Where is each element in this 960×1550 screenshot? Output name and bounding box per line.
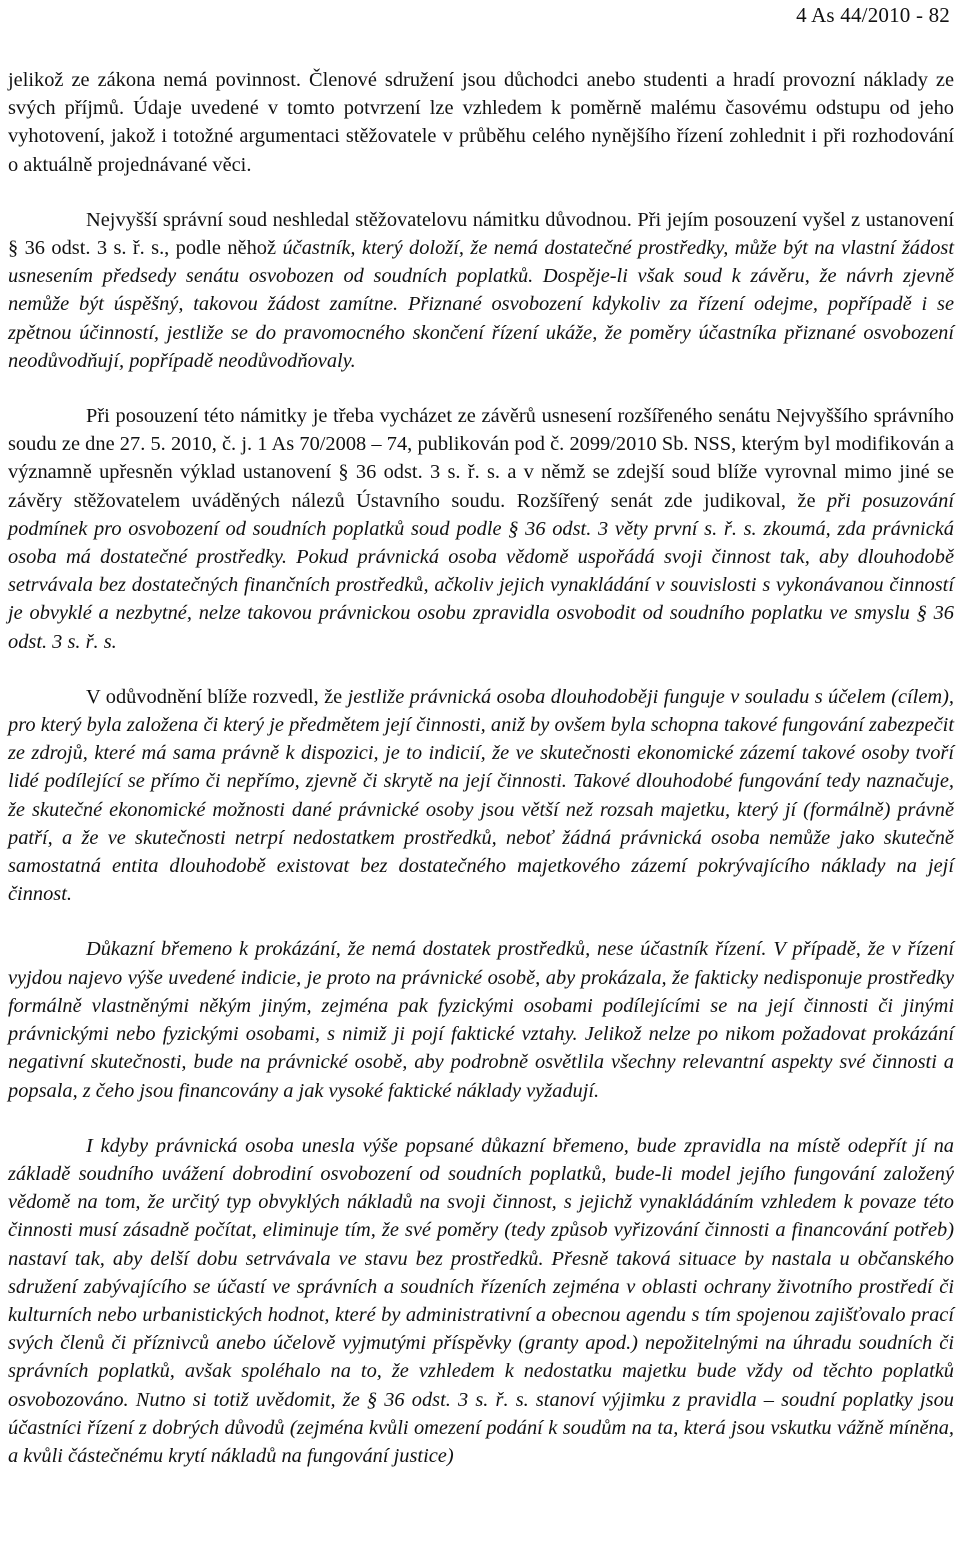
paragraph bbox=[8, 1132, 954, 1470]
paragraph bbox=[8, 66, 954, 179]
judgment-quote: při posuzování podmínek pro osvobození od soudních poplatků soud podle § 36 odst. 3 věty první s. ř. s. zkoumá, zda právnická osoba má dostatečné prostředky. Pokud právnická osoba vědomě uspořádá svoji činnost tak, aby dlouhodobě setrvávala bez dostatečných finančních prostředků, ačkoliv jejich vynakládání v souvislosti s vykonávanou činností je obvyklé a nezbytné, nelze takovou právnickou osobu zpravidla osvobodit od soudního poplatku ve smyslu § 36 odst. 3 s. ř. s. bbox=[8, 489, 954, 653]
paragraph bbox=[8, 206, 954, 375]
judgment-quote: I kdyby právnická osoba unesla výše popsané důkazní břemeno, bude zpravidla na místě odepřít jí na základě soudního uvážení dobrodiní osvobození od soudních poplatků, bude-li model jejího fungování založený vědomě na tom, že určitý typ obvyklých nákladů na svoji činnost, s jejichž vynakládáním vzhledem k povaze této činnosti musí zásadně počítat, eliminuje tím, že své poměry (tedy způsob vyřizování činnosti a financování potřeb) nastaví tak, aby delší dobu setrvávala ve stavu bez prostředků. Přesně taková situace by nastala u občanského sdružení zabývajícího se účastí ve správních a soudních řízeních zejména v oblasti ochrany životního prostředí či kulturních nebo urbanistických hodnot, které by administrativní a obecnou agendu s tím spojenou zajišťovalo prací svých členů či příznivců anebo účelově vyjmutými příspěvky (granty apod.) nepožitelnými na úhradu soudních či správních poplatků, avšak spoléhalo na to, že vzhledem k nedostatku majetku bude vždy od těchto poplatků osvobozováno. Nutno si totiž uvědomit, že § 36 odst. 3 s. ř. s. stanoví výjimku z pravidla – soudní poplatky jsou účastníci řízení z dobrých důvodů (zejména kvůli omezení podání k soudům na ta, která jsou vskutku vážně míněna, a kvůli částečnému krytí nákladů na fungování justice) bbox=[8, 1134, 954, 1467]
paragraph bbox=[8, 402, 954, 656]
paragraph-text: Při posouzení této námitky je třeba vycházet ze závěrů usnesení rozšířeného senátu Nejvyššího správního soudu ze dne 27. 5. 2010, č. j. 1 As 70/2008 – 74, publikován pod č. 2099/2010 Sb. NSS, kterým byl modifikován a významně upřesněn výklad ustanovení § 36 odst. 3 s. ř. s. a v němž se zdejší soud blíže vyrovnal mimo jiné se závěry stěžovatelem uváděných nálezů Ústavního soudu. Rozšířený senát zde judikoval, že bbox=[8, 405, 954, 512]
statute-quote: účastník, který doloží, že nemá dostatečné prostředky, může být na vlastní žádost usnesením předsedy senátu osvobozen od soudních poplatků. Dospěje-li však soud k závěru, že návrh zjevně nemůže být úspěšný, takovou žádost zamítne. Přiznané osvobození kdykoliv za řízení odejme, popřípadě i se zpětnou účinností, jestliže se do pravomocného skončení řízení ukáže, že poměry účastníka přiznané osvobození neodůvodňují, popřípadě neodůvodňovaly. bbox=[8, 237, 954, 372]
document-reference: 4 As 44/2010 - 82 bbox=[796, 3, 950, 27]
paragraph bbox=[8, 683, 954, 909]
paragraph bbox=[8, 935, 954, 1104]
document-body bbox=[8, 66, 954, 1497]
paragraph-text: jelikož ze zákona nemá povinnost. Členové sdružení jsou důchodci anebo studenti a hradí provozní náklady ze svých příjmů. Údaje uvedené v tomto potvrzení lze vzhledem k poměrně malému časovému odstupu od jeho vyhotovení, jakož i totožné argumentaci stěžovatele v průběhu celého nynějšího řízení zohlednit i při rozhodování o aktuálně projednávané věci. bbox=[8, 69, 954, 176]
paragraph-text: Nejvyšší správní soud neshledal stěžovatelovu námitku důvodnou. Při jejím posouzení vyšel z ustanovení § 36 odst. 3 s. ř. s., podle něhož bbox=[8, 208, 954, 260]
judgment-quote: Důkazní břemeno k prokázání, že nemá dostatek prostředků, nese účastník řízení. V případě, že v řízení vyjdou najevo výše uvedené indicie, je proto na právnické osobě, aby prokázala, že fakticky nedisponuje prostředky formálně vlastněnými někým jiným, zejména pak fyzickými osobami podílejícími se na její činnosti či jinými právnickými nebo fyzickými osobami, s nimiž ji pojí faktické vztahy. Jelikož nelze po nikom požadovat prokázání negativní skutečnosti, bude na právnické osobě, aby podrobně osvětlila všechny relevantní aspekty své činnosti a popsala, z čeho jsou financovány a jak vysoké faktické náklady vyžadují. bbox=[8, 938, 954, 1102]
judgment-quote: jestliže právnická osoba dlouhodoběji funguje v souladu s účelem (cílem), pro který byla založena či který je předmětem její činnosti, aniž by ovšem byla schopna takové fungování zabezpečit ze zdrojů, které má sama právně k dispozici, je to indicií, že ve skutečnosti ekonomické zázemí takové osoby tvoří lidé podílející se přímo či nepřímo, zjevně či skrytě na její činnosti. Takové dlouhodobé fungování tedy naznačuje, že skutečné ekonomické možnosti dané právnické osoby jsou větší než rozsah majetku, který jí (formálně) právně patří, a že ve skutečnosti netrpí nedostatkem prostředků, neboť žádná právnická osoba nemůže jako skutečně samostatná entita dlouhodobě existovat bez dostatečného majetkového zázemí pokrývajícího náklady na její činnost. bbox=[8, 685, 954, 906]
paragraph-text: V odůvodnění blíže rozvedl, že bbox=[86, 685, 348, 708]
